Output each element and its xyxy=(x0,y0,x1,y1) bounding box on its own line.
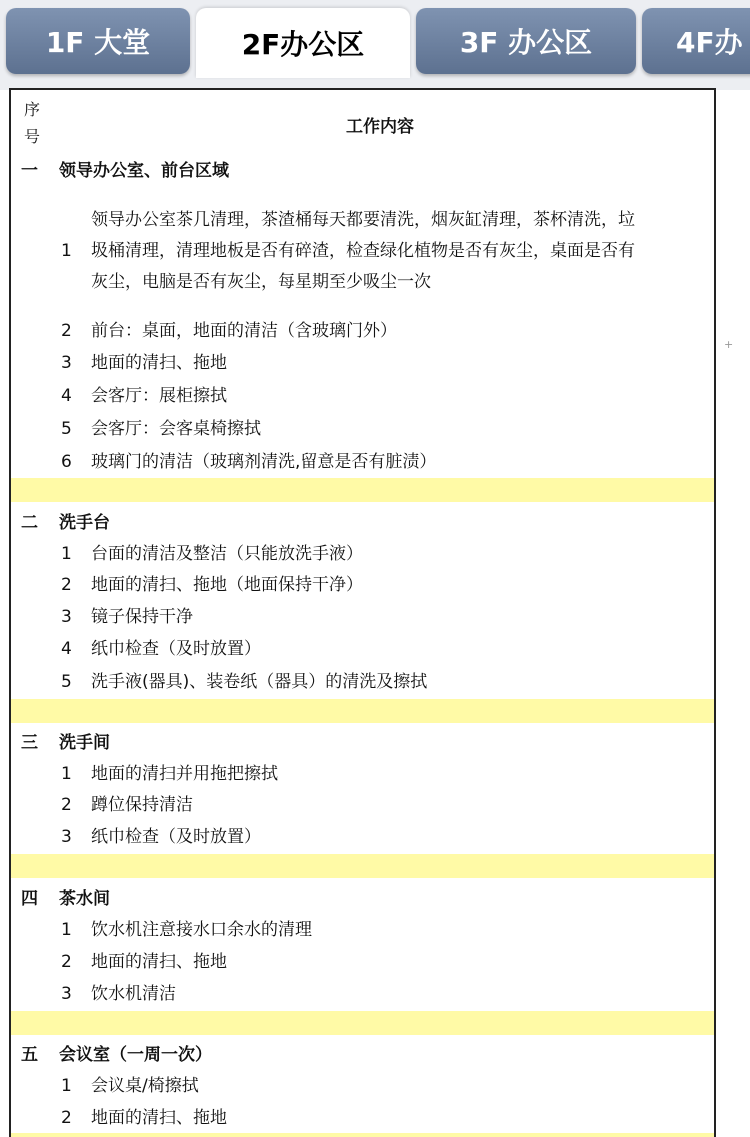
item-number: 1 xyxy=(61,764,72,784)
item-number: 6 xyxy=(61,452,72,472)
item-number: 2 xyxy=(61,575,72,595)
item-number: 1 xyxy=(61,544,72,564)
item-text: 地面的清扫、拖地 xyxy=(91,1108,227,1128)
item-text: 地面的清扫、拖地 xyxy=(91,952,227,972)
tab-1f[interactable]: 1F 大堂 xyxy=(6,8,190,74)
item-number: 3 xyxy=(61,984,72,1004)
item-number: 3 xyxy=(61,827,72,847)
section-number: 三 xyxy=(21,733,38,753)
header-seq: 序号 xyxy=(24,100,41,146)
item-text: 会客厅：展柜擦拭 xyxy=(91,386,227,406)
highlight-band xyxy=(11,478,716,502)
tab-2f[interactable]: 2F办公区 xyxy=(196,8,410,78)
highlight-band xyxy=(11,1133,716,1137)
item-text: 会客厅：会客桌椅擦拭 xyxy=(91,419,261,439)
item-text: 蹲位保持清洁 xyxy=(91,795,193,815)
item-text: 饮水机注意接水口余水的清理 xyxy=(91,920,312,940)
tab-4f[interactable]: 4F办 xyxy=(642,8,750,74)
section-title: 洗手间 xyxy=(59,733,110,753)
item-text: 前台：桌面，地面的清洁（含玻璃门外） xyxy=(91,321,397,341)
section-number: 五 xyxy=(21,1045,38,1065)
table-row xyxy=(11,205,716,297)
section-title: 茶水间 xyxy=(59,889,110,909)
cleaning-task-table xyxy=(9,90,716,1137)
item-text: 台面的清洁及整洁（只能放洗手液） xyxy=(91,544,363,564)
floor-tab-bar xyxy=(0,0,750,90)
item-number: 5 xyxy=(61,419,72,439)
item-text: 地面的清扫、拖地 xyxy=(91,353,227,373)
item-number: 4 xyxy=(61,639,72,659)
item-text: 洗手液(器具)、装卷纸（器具）的清洗及擦拭 xyxy=(91,672,428,692)
item-text: 镜子保持干净 xyxy=(91,607,193,627)
item-text: 地面的清扫并用拖把擦拭 xyxy=(91,764,278,784)
cell-overflow-mark: + xyxy=(724,338,734,351)
item-text: 玻璃门的清洁（玻璃剂清洗,留意是否有脏渍） xyxy=(91,452,437,472)
highlight-band xyxy=(11,1011,716,1035)
item-number: 2 xyxy=(61,795,72,815)
item-text: 饮水机清洁 xyxy=(91,984,176,1004)
item-text: 地面的清扫、拖地（地面保持干净） xyxy=(91,575,363,595)
section-title: 领导办公室、前台区域 xyxy=(59,161,229,181)
item-number: 5 xyxy=(61,672,72,692)
tab-3f[interactable]: 3F 办公区 xyxy=(416,8,636,74)
item-number: 1 xyxy=(61,1076,72,1096)
section-title: 洗手台 xyxy=(59,513,110,533)
highlight-band xyxy=(11,854,716,878)
item-text: 纸巾检查（及时放置） xyxy=(91,639,261,659)
item-number: 2 xyxy=(61,952,72,972)
adjacent-column xyxy=(716,90,750,1137)
item-text-line: 灰尘，电脑是否有灰尘，每星期至少吸尘一次 xyxy=(91,272,431,292)
item-number: 3 xyxy=(61,353,72,373)
item-number: 1 xyxy=(61,920,72,940)
section-number: 四 xyxy=(21,889,38,909)
item-number: 3 xyxy=(61,607,72,627)
item-number: 2 xyxy=(61,321,72,341)
item-text-line: 领导办公室茶几清理，茶渣桶每天都要清洗，烟灰缸清理，茶杯清洗，垃 xyxy=(91,210,635,230)
section-number: 一 xyxy=(21,161,38,181)
item-text: 会议桌/椅擦拭 xyxy=(91,1076,199,1096)
header-content: 工作内容 xyxy=(346,117,414,137)
item-text-line: 圾桶清理，清理地板是否有碎渣，检查绿化植物是否有灰尘，桌面是否有 xyxy=(91,241,635,261)
highlight-band xyxy=(11,699,716,723)
item-text: 纸巾检查（及时放置） xyxy=(91,827,261,847)
item-number: 4 xyxy=(61,386,72,406)
section-number: 二 xyxy=(21,513,38,533)
item-number: 1 xyxy=(61,241,72,261)
item-number: 2 xyxy=(61,1108,72,1128)
section-title: 会议室（一周一次） xyxy=(59,1045,212,1065)
